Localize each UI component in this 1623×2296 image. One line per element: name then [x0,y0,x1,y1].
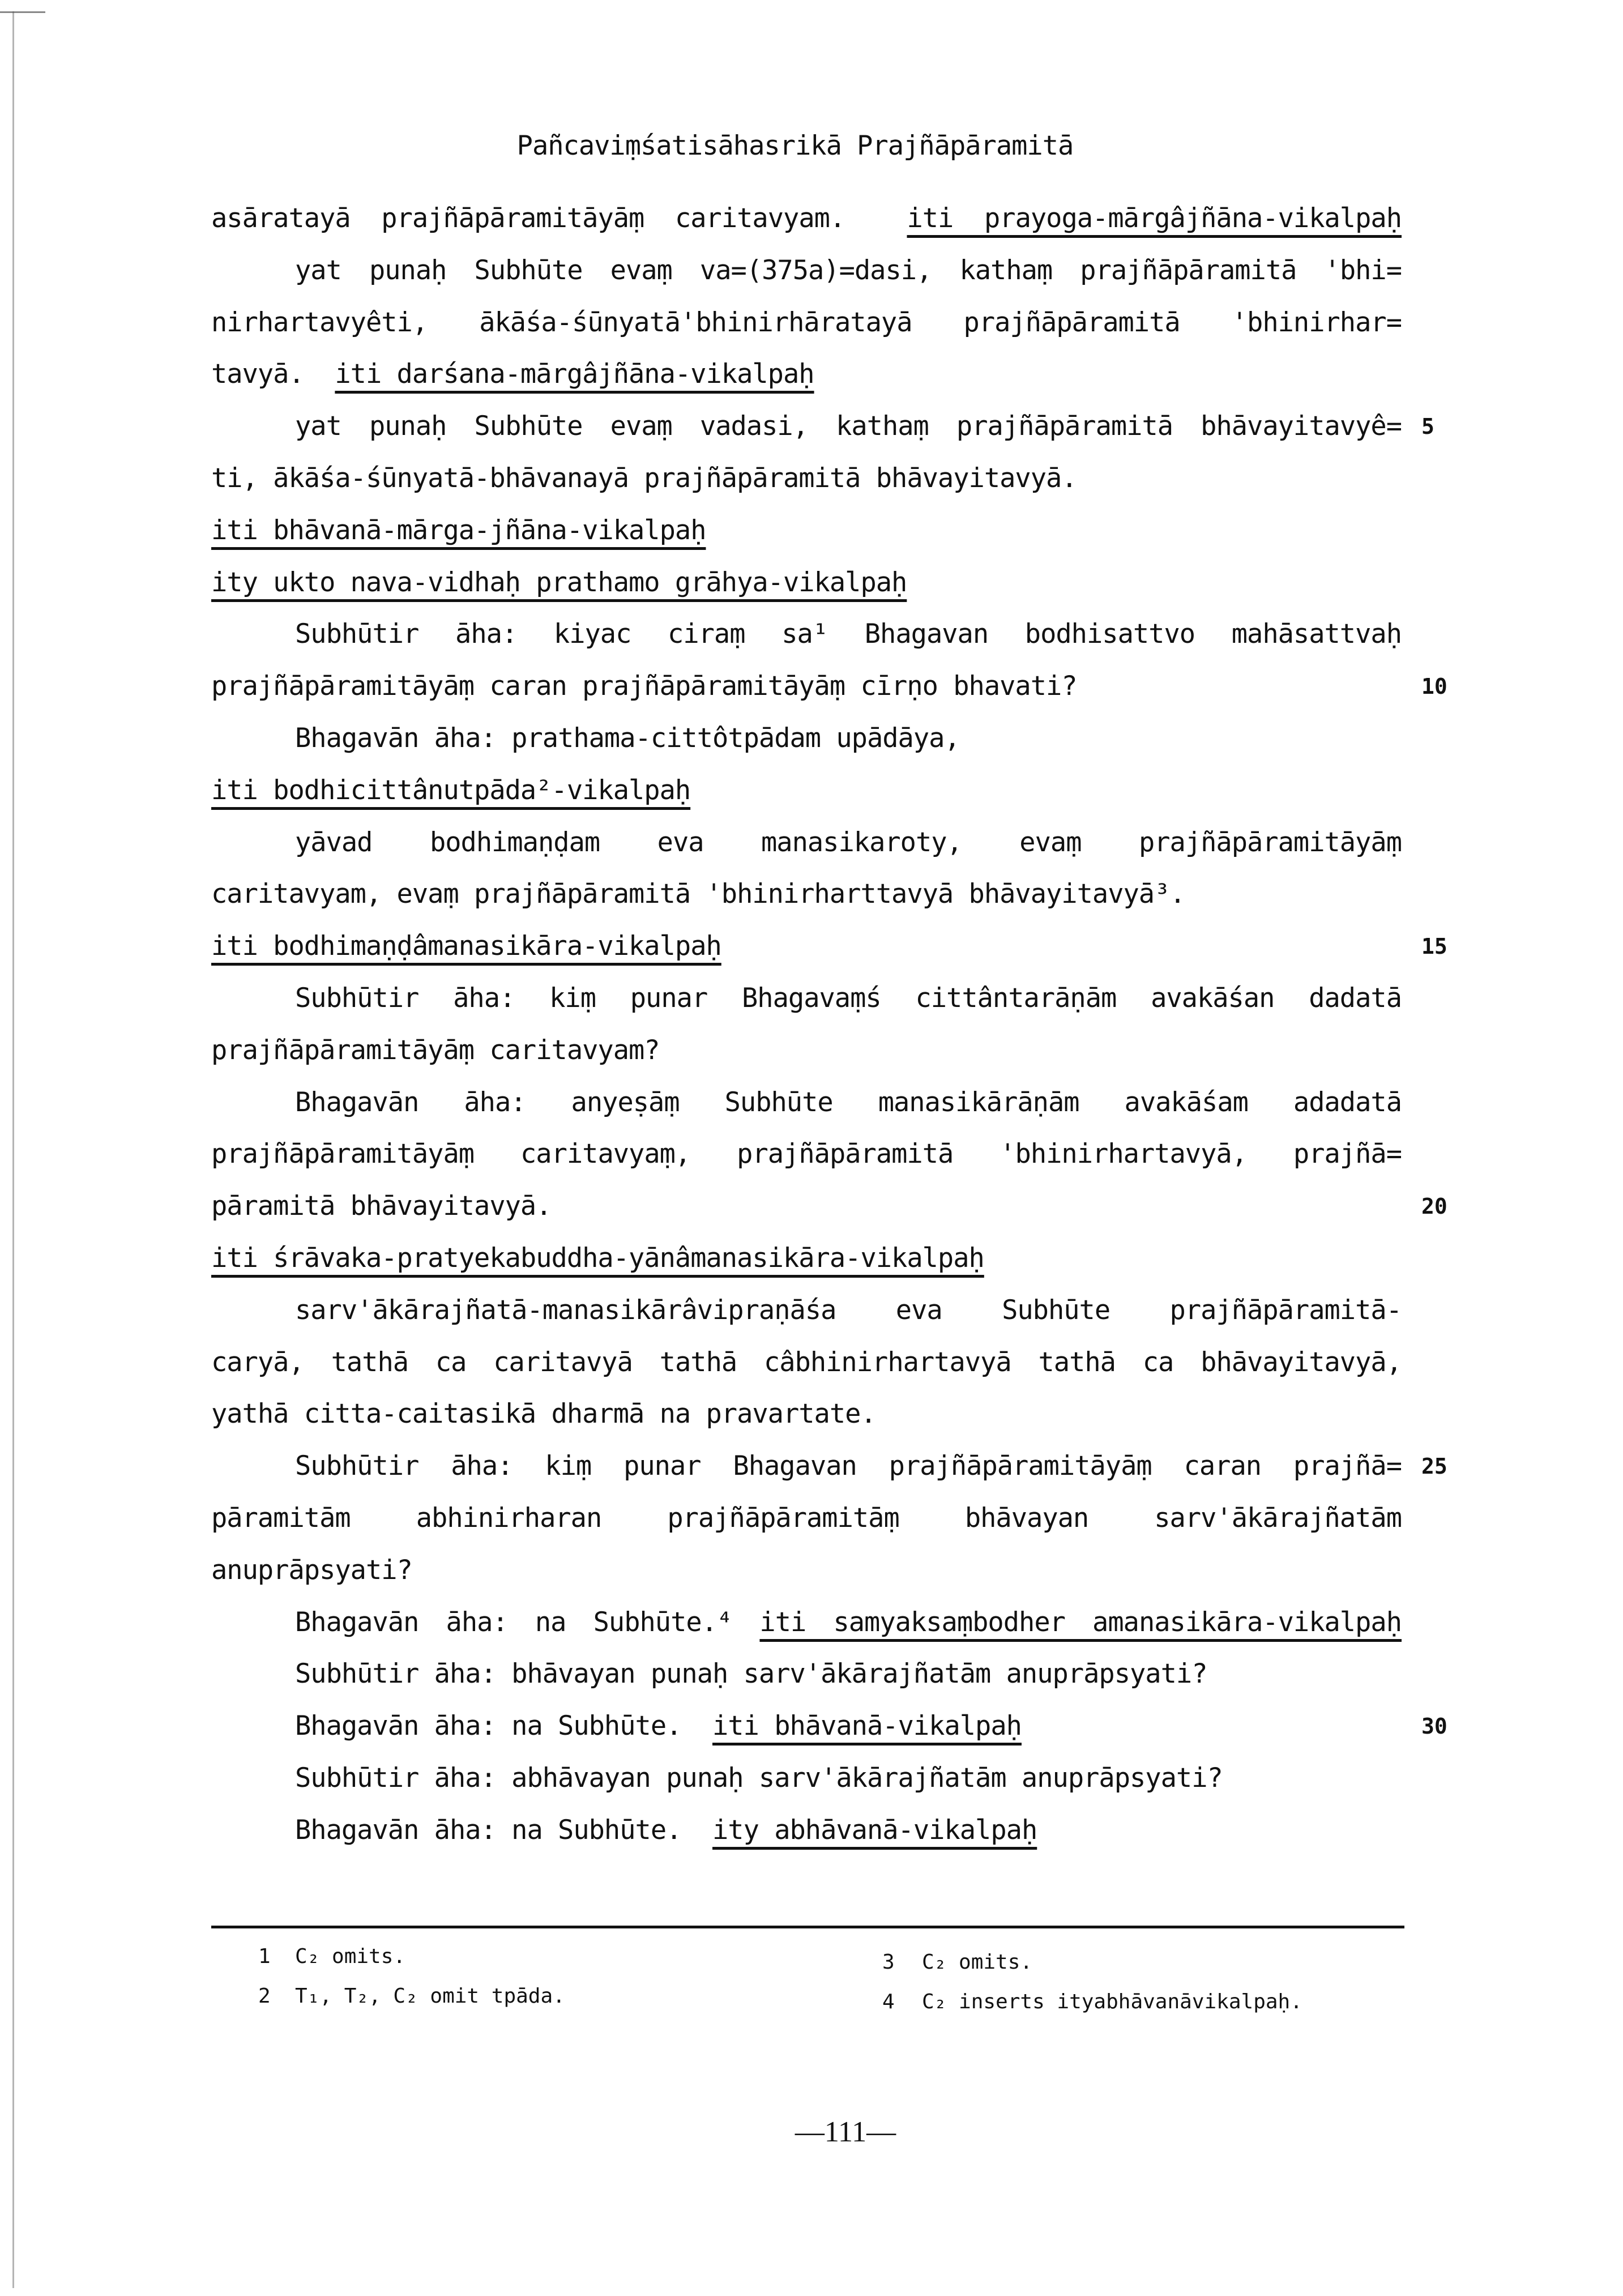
text-line [211,1394,1402,1434]
text-segment: caritavyam, evaṃ prajñāpāramitā 'bhinirharttavyā bhāvayitavyā³. [211,878,1185,910]
text-segment: yat punaḥ Subhūte evaṃ va=(375a)=dasi, kathaṃ prajñāpāramitā 'bhi= [295,254,1402,286]
text-segment: Bhagavān āha: na Subhūte. [295,1710,713,1742]
page-number: —111— [795,2116,896,2148]
text-segment: prajñāpāramitāyāṃ caran prajñāpāramitāyāṃ cīrṇo bhavati? [211,671,1077,702]
text-line [211,1239,1402,1278]
underlined-heading: iti prayoga-mārgâjñāna-vikalpaḥ [907,203,1402,234]
scan-edge-line [12,11,14,2288]
text-segment: yat punaḥ Subhūte evaṃ vadasi, kathaṃ prajñāpāramitā bhāvayitavyê= [295,411,1402,442]
text-line [211,563,1402,603]
running-header: Pañcaviṃśatisāhasrikā Prajñāpāramitā [516,130,1074,161]
underlined-heading: ity ukto nava-vidhaḥ prathamo grāhya-vikalpaḥ [211,566,907,598]
line-number: 20 [1421,1194,1447,1219]
text-line [295,719,1402,758]
text-line [295,407,1402,446]
footnote-marker: 2 [258,1985,271,2008]
text-line [211,1343,1402,1382]
text-line [211,1031,1402,1070]
scan-corner-mark [0,11,45,13]
text-segment: asāratayā prajñāpāramitāyāṃ caritavyam. [211,203,907,234]
text-line [295,1759,1402,1798]
text-segment: pāramitā bhāvayitavyā. [211,1190,552,1222]
text-line [211,874,1402,914]
text-line [295,614,1402,654]
underlined-heading: iti samyaksaṃbodher amanasikāra-vikalpaḥ [759,1606,1402,1638]
underlined-heading: iti darśana-mārgâjñāna-vikalpaḥ [335,359,814,390]
text-segment: tavyā. [211,359,335,390]
text-segment: Bhagavān āha: prathama-cittôtpādam upādāya, [295,723,960,754]
text-line [211,459,1402,498]
footnote-marker: 3 [882,1951,895,1974]
underlined-heading: iti bodhimaṇḍâmanasikāra-vikalpaḥ [211,931,721,962]
text-segment: Bhagavān āha: anyeṣāṃ Subhūte manasikārāṇām avakāśam adadatā [295,1086,1402,1118]
text-line [211,771,1402,810]
underlined-heading: ity abhāvanā-vikalpaḥ [712,1814,1037,1846]
text-segment: yathā citta-caitasikā dharmā na pravartate. [211,1398,876,1430]
text-line [211,511,1402,550]
line-number: 25 [1421,1454,1447,1479]
text-line [211,667,1402,706]
text-line [295,1654,1402,1694]
text-segment: Subhūtir āha: kiṃ punar Bhagavan prajñāpāramitāyāṃ caran prajñā= [295,1450,1402,1482]
footnote-marker: 1 [258,1945,271,1968]
text-line [295,979,1402,1018]
text-line [211,1134,1402,1174]
text-line [211,303,1402,343]
text-line [211,1187,1402,1226]
text-segment: Bhagavān āha: na Subhūte.⁴ [295,1606,760,1638]
text-line [211,1499,1402,1538]
text-segment: Subhūtir āha: abhāvayan punaḥ sarv'ākārajñatām anuprāpsyati? [295,1762,1223,1794]
underlined-heading: iti bhāvanā-vikalpaḥ [712,1710,1022,1742]
text-line [295,1811,1402,1850]
text-segment: caryā, tathā ca caritavyā tathā câbhinirhartavyā tathā ca bhāvayitavyā, [211,1346,1402,1378]
text-line [211,1551,1402,1590]
text-line [211,927,1402,966]
text-line [295,1603,1402,1642]
text-segment: Bhagavān āha: na Subhūte. [295,1814,713,1846]
text-segment: pāramitām abhinirharan prajñāpāramitāṃ bhāvayan sarv'ākārajñatām [211,1503,1402,1534]
line-number: 5 [1421,414,1434,439]
text-segment: nirhartavyêti, ākāśa-śūnyatā'bhinirhāratayā prajñāpāramitā 'bhinirhar= [211,306,1402,338]
text-segment: Subhūtir āha: bhāvayan punaḥ sarv'ākārajñatām anuprāpsyati? [295,1658,1207,1690]
underlined-heading: iti bodhicittânutpāda²-vikalpaḥ [211,774,691,806]
text-segment: anuprāpsyati? [211,1554,412,1586]
footnote-marker: 4 [882,1990,895,2013]
text-line [295,251,1402,291]
line-number: 15 [1421,934,1447,959]
underlined-heading: iti śrāvaka-pratyekabuddha-yānâmanasikāra-vikalpaḥ [211,1243,984,1274]
underlined-heading: iti bhāvanā-mārga-jñāna-vikalpaḥ [211,514,706,546]
text-segment: ti, ākāśa-śūnyatā-bhāvanayā prajñāpāramitā bhāvayitavyā. [211,463,1077,494]
footnote-text: C₂ omits. [295,1945,406,1968]
text-segment: Subhūtir āha: kiyac ciraṃ sa¹ Bhagavan bodhisattvo mahāsattvaḥ [295,618,1402,650]
text-segment: prajñāpāramitāyāṃ caritavyam? [211,1034,660,1066]
text-line [295,1083,1402,1123]
text-segment: Subhūtir āha: kiṃ punar Bhagavaṃś cittântarāṇām avakāśan dadatā [295,983,1402,1014]
footnote-text: T₁, T₂, C₂ omit tpāda. [295,1985,565,2008]
text-segment: yāvad bodhimaṇḍam eva manasikaroty, evaṃ prajñāpāramitāyāṃ [295,826,1402,858]
line-number: 30 [1421,1714,1447,1739]
text-line [295,1446,1402,1486]
text-line [295,1291,1402,1330]
line-number: 10 [1421,674,1447,699]
footnote-rule [211,1926,1404,1928]
text-segment: sarv'ākārajñatā-manasikārâvipraṇāśa eva Subhūte prajñāpāramitā- [295,1294,1402,1326]
text-line [211,199,1402,238]
footnote-text: C₂ omits. [922,1951,1033,1974]
text-segment: prajñāpāramitāyāṃ caritavyaṃ, prajñāpāramitā 'bhinirhartavyā, prajñā= [211,1138,1402,1170]
footnote-text: C₂ inserts ityabhāvanāvikalpaḥ. [922,1990,1302,2013]
text-line [295,1706,1402,1746]
text-line [211,355,1402,394]
text-line [295,823,1402,863]
